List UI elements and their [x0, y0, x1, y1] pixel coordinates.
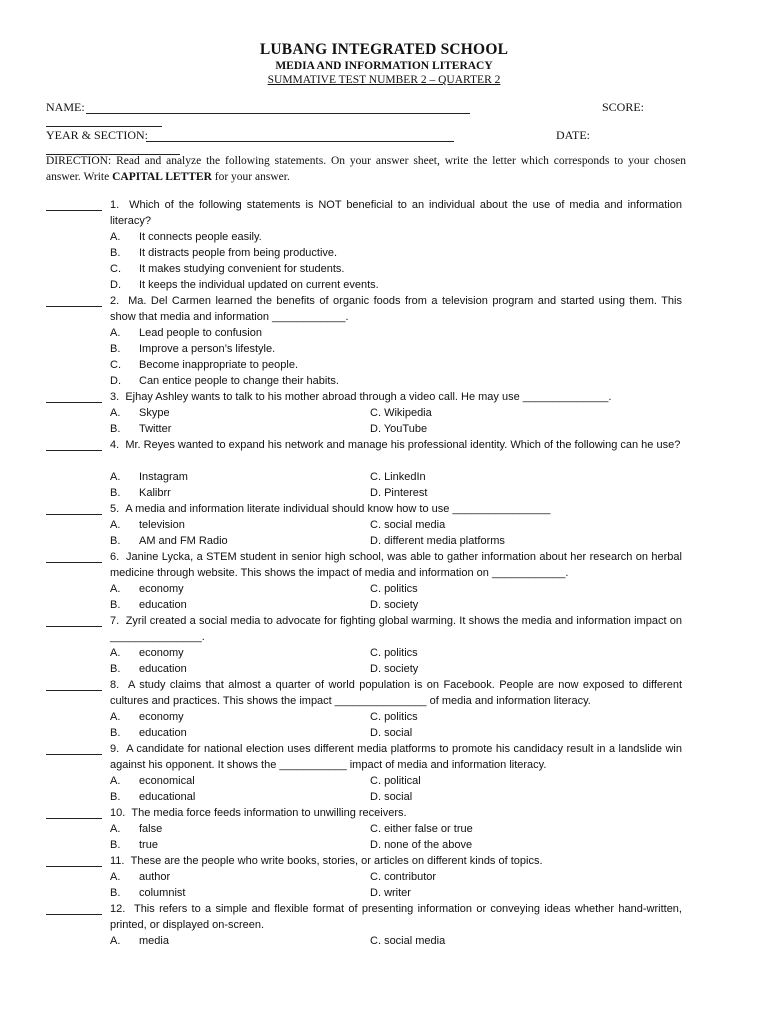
option-letter: C. — [370, 407, 381, 419]
option-c[interactable] — [370, 645, 418, 661]
option-text: Pinterest — [384, 487, 428, 499]
option-letter: C. — [110, 359, 121, 371]
option-text: columnist — [139, 887, 186, 899]
option-text: political — [384, 775, 421, 787]
question-number: 9. — [110, 743, 120, 755]
direction-label: DIRECTION: — [46, 155, 112, 167]
option-a[interactable] — [110, 517, 185, 533]
option-letter: C. — [370, 519, 381, 531]
option-letter: A. — [110, 519, 121, 531]
option-letter: A. — [110, 935, 121, 947]
answer-blank[interactable] — [46, 914, 102, 915]
option-text: LinkedIn — [384, 471, 426, 483]
option-letter: B. — [110, 887, 121, 899]
direction — [46, 153, 686, 185]
option-text: social — [384, 727, 413, 739]
option-letter: B. — [110, 423, 121, 435]
option-letter: C. — [370, 823, 381, 835]
option-a[interactable] — [110, 405, 170, 421]
direction-bold: CAPITAL LETTER — [112, 171, 212, 183]
question-number: 3. — [110, 391, 120, 403]
question-body: This refers to a simple and flexible format of presenting information or conveying ideas whether hand-written, printed, or displayed on-screen. — [110, 903, 682, 931]
option-letter: B. — [110, 535, 121, 547]
option-letter: D. — [370, 487, 381, 499]
option-text: education — [139, 727, 187, 739]
option-text: writer — [384, 887, 411, 899]
option-text: Lead people to confusion — [139, 327, 262, 339]
option-a[interactable] — [110, 581, 184, 597]
option-letter: B. — [110, 791, 121, 803]
year-section-line[interactable] — [146, 141, 454, 142]
option-letter: C. — [370, 711, 381, 723]
option-letter: D. — [370, 599, 381, 611]
question-body: Ejhay Ashley wants to talk to his mother abroad through a video call. He may use ______________. — [125, 391, 612, 403]
option-letter: A. — [110, 775, 121, 787]
name-line[interactable] — [86, 113, 470, 114]
question-text — [110, 501, 682, 517]
question-number: 10. — [110, 807, 126, 819]
option-letter: D. — [370, 839, 381, 851]
question-text — [110, 197, 682, 229]
question-body: A study claims that almost a quarter of world population is on Facebook. People are now exposed to different cultures and practices. This shows the impact _______________ of media and information literacy. — [110, 679, 682, 707]
answer-blank[interactable] — [46, 450, 102, 451]
school-name: LUBANG INTEGRATED SCHOOL — [259, 41, 509, 58]
option-letter: A. — [110, 407, 121, 419]
option-text: society — [384, 663, 419, 675]
option-b[interactable] — [110, 885, 185, 901]
option-a[interactable] — [110, 869, 170, 885]
answer-blank[interactable] — [46, 210, 102, 211]
option-text: Instagram — [139, 471, 188, 483]
option-text: media — [139, 935, 169, 947]
option-c[interactable] — [110, 357, 298, 373]
option-letter: B. — [110, 599, 121, 611]
option-d[interactable] — [370, 533, 505, 549]
question-text — [110, 549, 682, 581]
option-letter: D. — [370, 887, 381, 899]
score-label: SCORE: — [602, 100, 645, 114]
option-text: It connects people easily. — [139, 231, 262, 243]
option-d[interactable] — [370, 421, 427, 437]
option-letter: C. — [370, 647, 381, 659]
option-d[interactable] — [370, 661, 418, 677]
question-body: Janine Lycka, a STEM student in senior high school, was able to gather information about her research on herbal medicine through website. This shows the impact of media and information on ____________. — [110, 551, 682, 579]
option-text: none of the above — [384, 839, 473, 851]
option-b[interactable] — [110, 597, 187, 613]
option-d[interactable] — [370, 485, 427, 501]
question-number: 11. — [110, 855, 125, 867]
option-c[interactable] — [370, 469, 426, 485]
option-text: economy — [139, 711, 184, 723]
option-b[interactable] — [110, 837, 158, 853]
question-number: 5. — [110, 503, 120, 515]
option-b[interactable] — [110, 725, 187, 741]
option-letter: C. — [370, 871, 381, 883]
option-letter: A. — [110, 711, 121, 723]
option-a[interactable] — [110, 773, 195, 789]
option-b[interactable] — [110, 789, 195, 805]
option-text: education — [139, 663, 187, 675]
question-text — [110, 741, 682, 773]
question-number: 2. — [110, 295, 120, 307]
option-d[interactable] — [370, 789, 412, 805]
option-c[interactable] — [370, 933, 445, 949]
option-text: different media platforms — [384, 535, 505, 547]
question-text — [110, 293, 682, 325]
option-text: Improve a person’s lifestyle. — [139, 343, 276, 355]
option-d[interactable] — [370, 837, 472, 853]
question-body: Which of the following statements is NOT beneficial to an individual about the use of media and information literacy? — [110, 199, 682, 227]
option-letter: B. — [110, 839, 121, 851]
question-body: The media force feeds information to unwilling receivers. — [131, 807, 407, 819]
option-a[interactable] — [110, 709, 184, 725]
option-text: education — [139, 599, 187, 611]
option-text: economical — [139, 775, 195, 787]
option-letter: A. — [110, 231, 121, 243]
question-text — [110, 805, 682, 821]
option-text: Become inappropriate to people. — [139, 359, 298, 371]
option-text: Wikipedia — [384, 407, 432, 419]
option-c[interactable] — [370, 517, 445, 533]
option-text: Can entice people to change their habits. — [139, 375, 339, 387]
option-letter: D. — [370, 535, 381, 547]
option-letter: A. — [110, 471, 121, 483]
option-d[interactable] — [110, 277, 379, 293]
answer-blank[interactable] — [46, 866, 102, 867]
option-c[interactable] — [110, 261, 344, 277]
question-body: A media and information literate individual should know how to use ________________ — [125, 503, 551, 515]
option-text: AM and FM Radio — [139, 535, 228, 547]
option-text: true — [139, 839, 158, 851]
question-body: Zyril created a social media to advocate for fighting global warming. It shows the media and information impact on _______________. — [110, 615, 682, 643]
direction-end: for your answer. — [211, 171, 290, 183]
option-text: It distracts people from being productive. — [139, 247, 338, 259]
option-text: economy — [139, 583, 184, 595]
option-text: Twitter — [139, 423, 172, 435]
option-text: either false or true — [384, 823, 473, 835]
option-a[interactable] — [110, 469, 188, 485]
option-a[interactable] — [110, 933, 169, 949]
option-a[interactable] — [110, 229, 262, 245]
subject-title: MEDIA AND INFORMATION LITERACY — [275, 60, 493, 72]
option-letter: D. — [370, 791, 381, 803]
answer-blank[interactable] — [46, 626, 102, 627]
answer-blank[interactable] — [46, 562, 102, 563]
option-letter: B. — [110, 487, 121, 499]
question-number: 6. — [110, 551, 120, 563]
option-text: social — [384, 791, 413, 803]
option-text: author — [139, 871, 171, 883]
question-number: 1. — [110, 199, 120, 211]
question-body: These are the people who write books, stories, or articles on different kinds of topics. — [130, 855, 543, 867]
option-letter: B. — [110, 247, 121, 259]
question-body: Ma. Del Carmen learned the benefits of organic foods from a television program and started using them. This show that media and information ____________. — [110, 295, 682, 323]
option-letter: D. — [370, 663, 381, 675]
question-body: Mr. Reyes wanted to expand his network and manage his professional identity. Which of the following can he use? — [125, 439, 681, 451]
option-b[interactable] — [110, 421, 171, 437]
option-text: It makes studying convenient for students. — [139, 263, 345, 275]
option-letter: A. — [110, 647, 121, 659]
option-letter: D. — [110, 279, 121, 291]
option-c[interactable] — [370, 869, 436, 885]
option-text: social media — [384, 519, 446, 531]
direction-text: Read and analyze the following statements. On your answer sheet, write the letter which corresponds to your chosen answer. Write — [46, 155, 686, 183]
option-text: politics — [384, 647, 418, 659]
question-number: 12. — [110, 903, 126, 915]
option-text: It keeps the individual updated on current events. — [139, 279, 379, 291]
option-text: contributor — [384, 871, 437, 883]
question-text — [110, 901, 682, 933]
option-c[interactable] — [370, 405, 432, 421]
option-c[interactable] — [370, 773, 421, 789]
answer-blank[interactable] — [46, 514, 102, 515]
option-text: educational — [139, 791, 196, 803]
year-section-label: YEAR & SECTION: — [46, 128, 148, 142]
option-letter: B. — [110, 663, 121, 675]
answer-blank[interactable] — [46, 754, 102, 755]
option-text: television — [139, 519, 185, 531]
option-d[interactable] — [370, 885, 411, 901]
option-c[interactable] — [370, 581, 418, 597]
option-d[interactable] — [370, 597, 418, 613]
answer-blank[interactable] — [46, 306, 102, 307]
option-text: Kalibrr — [139, 487, 171, 499]
option-a[interactable] — [110, 645, 184, 661]
option-letter: B. — [110, 727, 121, 739]
option-text: economy — [139, 647, 184, 659]
option-a[interactable] — [110, 325, 262, 341]
option-text: false — [139, 823, 163, 835]
option-letter: C. — [110, 263, 121, 275]
question-text — [110, 389, 682, 405]
option-letter: C. — [370, 583, 381, 595]
option-letter: A. — [110, 327, 121, 339]
option-text: society — [384, 599, 419, 611]
question-text — [110, 677, 682, 709]
name-label: NAME: — [46, 100, 85, 114]
option-b[interactable] — [110, 661, 187, 677]
option-letter: A. — [110, 583, 121, 595]
option-text: YouTube — [383, 423, 428, 435]
option-text: Skype — [139, 407, 170, 419]
option-d[interactable] — [370, 725, 412, 741]
option-a[interactable] — [110, 821, 162, 837]
option-letter: B. — [110, 343, 121, 355]
option-b[interactable] — [110, 485, 171, 501]
test-title: SUMMATIVE TEST NUMBER 2 – QUARTER 2 — [267, 74, 501, 86]
option-c[interactable] — [370, 709, 418, 725]
option-text: social media — [384, 935, 446, 947]
option-letter: C. — [370, 471, 381, 483]
option-letter: C. — [370, 775, 381, 787]
question-number: 4. — [110, 439, 120, 451]
question-text — [110, 853, 682, 869]
question-number: 8. — [110, 679, 120, 691]
option-b[interactable] — [110, 341, 275, 357]
question-number: 7. — [110, 615, 120, 627]
option-b[interactable] — [110, 533, 228, 549]
option-b[interactable] — [110, 245, 337, 261]
option-letter: A. — [110, 871, 121, 883]
option-letter: D. — [370, 727, 381, 739]
option-letter: D. — [370, 423, 381, 435]
option-text: politics — [384, 583, 418, 595]
question-text — [110, 437, 682, 453]
answer-blank[interactable] — [46, 690, 102, 691]
option-c[interactable] — [370, 821, 473, 837]
answer-blank[interactable] — [46, 818, 102, 819]
option-text: politics — [384, 711, 418, 723]
question-text — [110, 613, 682, 645]
option-d[interactable] — [110, 373, 339, 389]
option-letter: C. — [370, 935, 381, 947]
option-letter: A. — [110, 823, 121, 835]
answer-blank[interactable] — [46, 402, 102, 403]
question-body: A candidate for national election uses different media platforms to promote his candidacy result in a landslide win against his opponent. It shows the ___________ impact of media and information literacy. — [110, 743, 682, 771]
score-line[interactable] — [46, 126, 162, 127]
option-letter: D. — [110, 375, 121, 387]
date-label: DATE: — [556, 128, 590, 142]
